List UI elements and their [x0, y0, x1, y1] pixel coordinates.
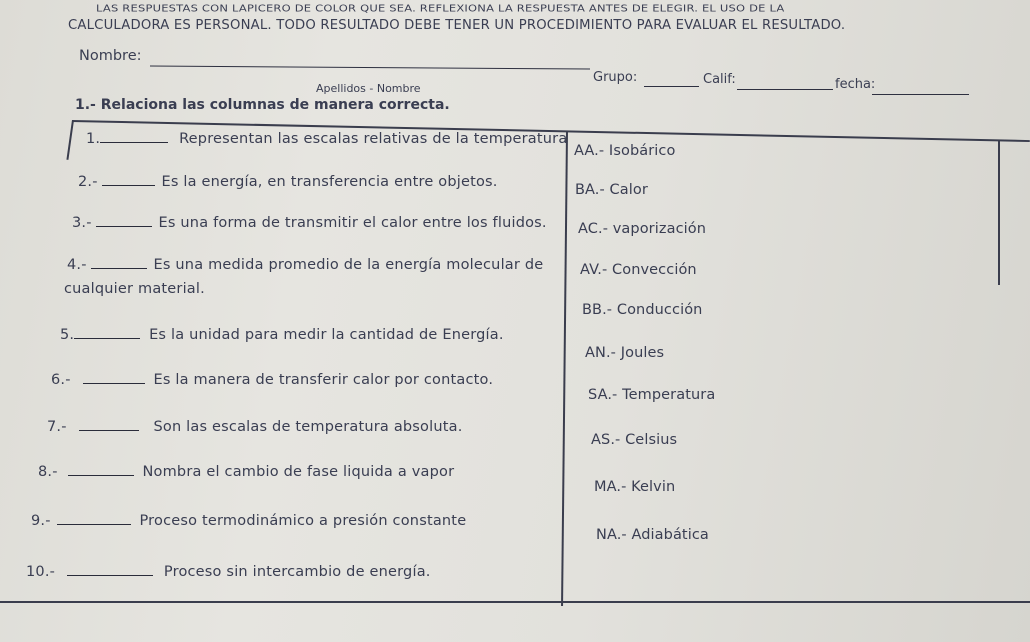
question-row-8: [38, 464, 454, 480]
question-number: 1.: [86, 131, 101, 147]
instructions-line-2: CALCULADORA ES PERSONAL. TODO RESULTADO DEBE TENER UN PROCEDIMIENTO PARA EVALUAR EL RESULTADO.: [68, 18, 846, 33]
option-sa: SA.- Temperatura: [588, 387, 716, 403]
nombre-label: Nombre:: [79, 48, 142, 64]
question-text: Es la unidad para medir la cantidad de Energía.: [149, 327, 504, 343]
option-ma: MA.- Kelvin: [594, 479, 676, 495]
question-number: 5.: [60, 327, 75, 343]
answer-blank-5[interactable]: [74, 338, 140, 339]
question-text: Es la energía, en transferencia entre objetos.: [161, 174, 498, 190]
question-row-6: [51, 372, 493, 388]
option-aa: AA.- Isobárico: [574, 143, 676, 159]
grupo-field[interactable]: [644, 86, 699, 87]
option-na: NA.- Adiabática: [596, 527, 709, 543]
answer-blank-2[interactable]: [102, 185, 155, 186]
question-row-7: [47, 419, 463, 435]
fecha-label: fecha:: [835, 77, 876, 92]
instructions-line-1: LAS RESPUESTAS CON LAPICERO DE COLOR QUE SEA. REFLEXIONA LA RESPUESTA ANTES DE ELEGIR. EL USO DE LA: [96, 2, 785, 14]
question-text: Es una medida promedio de la energía molecular de: [153, 257, 544, 273]
question-text: Son las escalas de temperatura absoluta.: [153, 419, 463, 435]
grupo-label: Grupo:: [593, 70, 638, 85]
apellidos-hint: Apellidos - Nombre: [316, 82, 421, 95]
answer-blank-8[interactable]: [68, 475, 134, 476]
table-column-divider: [561, 132, 567, 606]
question-row-4: [67, 257, 543, 273]
option-as: AS.- Celsius: [591, 432, 678, 448]
calif-field[interactable]: [737, 89, 833, 90]
question-row-10: [26, 564, 431, 580]
question-row-1: [86, 131, 567, 147]
question-text: Es la manera de transferir calor por contacto.: [153, 372, 494, 388]
nombre-field[interactable]: [150, 65, 590, 69]
answer-blank-7[interactable]: [79, 430, 139, 431]
option-bb: BB.- Conducción: [582, 302, 703, 318]
question-row-4-continued: cualquier material.: [64, 281, 205, 297]
answer-blank-4[interactable]: [91, 268, 147, 269]
question-text: Nombra el cambio de fase liquida a vapor: [142, 464, 455, 480]
question-text: Proceso sin intercambio de energía.: [163, 564, 431, 580]
table-bottom-border: [0, 601, 1030, 603]
answer-blank-1[interactable]: [100, 142, 168, 143]
table-right-border: [998, 140, 1000, 285]
table-left-border: [66, 120, 73, 160]
question-text: Representan las escalas relativas de la temperatura: [179, 131, 568, 147]
question-number: 4.-: [67, 257, 87, 273]
question-text: Proceso termodinámico a presión constante: [139, 513, 467, 529]
question-row-2: [78, 174, 498, 190]
fecha-field[interactable]: [872, 94, 969, 95]
question-number: 10.-: [26, 564, 56, 580]
question-row-9: [31, 513, 466, 529]
question-number: 7.-: [47, 419, 67, 435]
answer-blank-6[interactable]: [83, 383, 145, 384]
calif-label: Calif:: [703, 72, 736, 87]
section-title: 1.- Relaciona las columnas de manera correcta.: [75, 97, 450, 113]
question-number: 3.-: [72, 215, 92, 231]
answer-blank-9[interactable]: [57, 524, 131, 525]
question-number: 8.-: [38, 464, 58, 480]
option-av: AV.- Convección: [580, 262, 697, 278]
question-text: Es una forma de transmitir el calor entre los fluidos.: [158, 215, 547, 231]
option-ba: BA.- Calor: [575, 182, 648, 198]
option-an: AN.- Joules: [585, 345, 665, 361]
question-number: 9.-: [31, 513, 51, 529]
question-number: 6.-: [51, 372, 71, 388]
question-number: 2.-: [78, 174, 98, 190]
question-row-3: [72, 215, 547, 231]
question-row-5: [60, 327, 504, 343]
answer-blank-3[interactable]: [96, 226, 152, 227]
option-ac: AC.- vaporización: [578, 221, 707, 237]
answer-blank-10[interactable]: [67, 575, 153, 576]
